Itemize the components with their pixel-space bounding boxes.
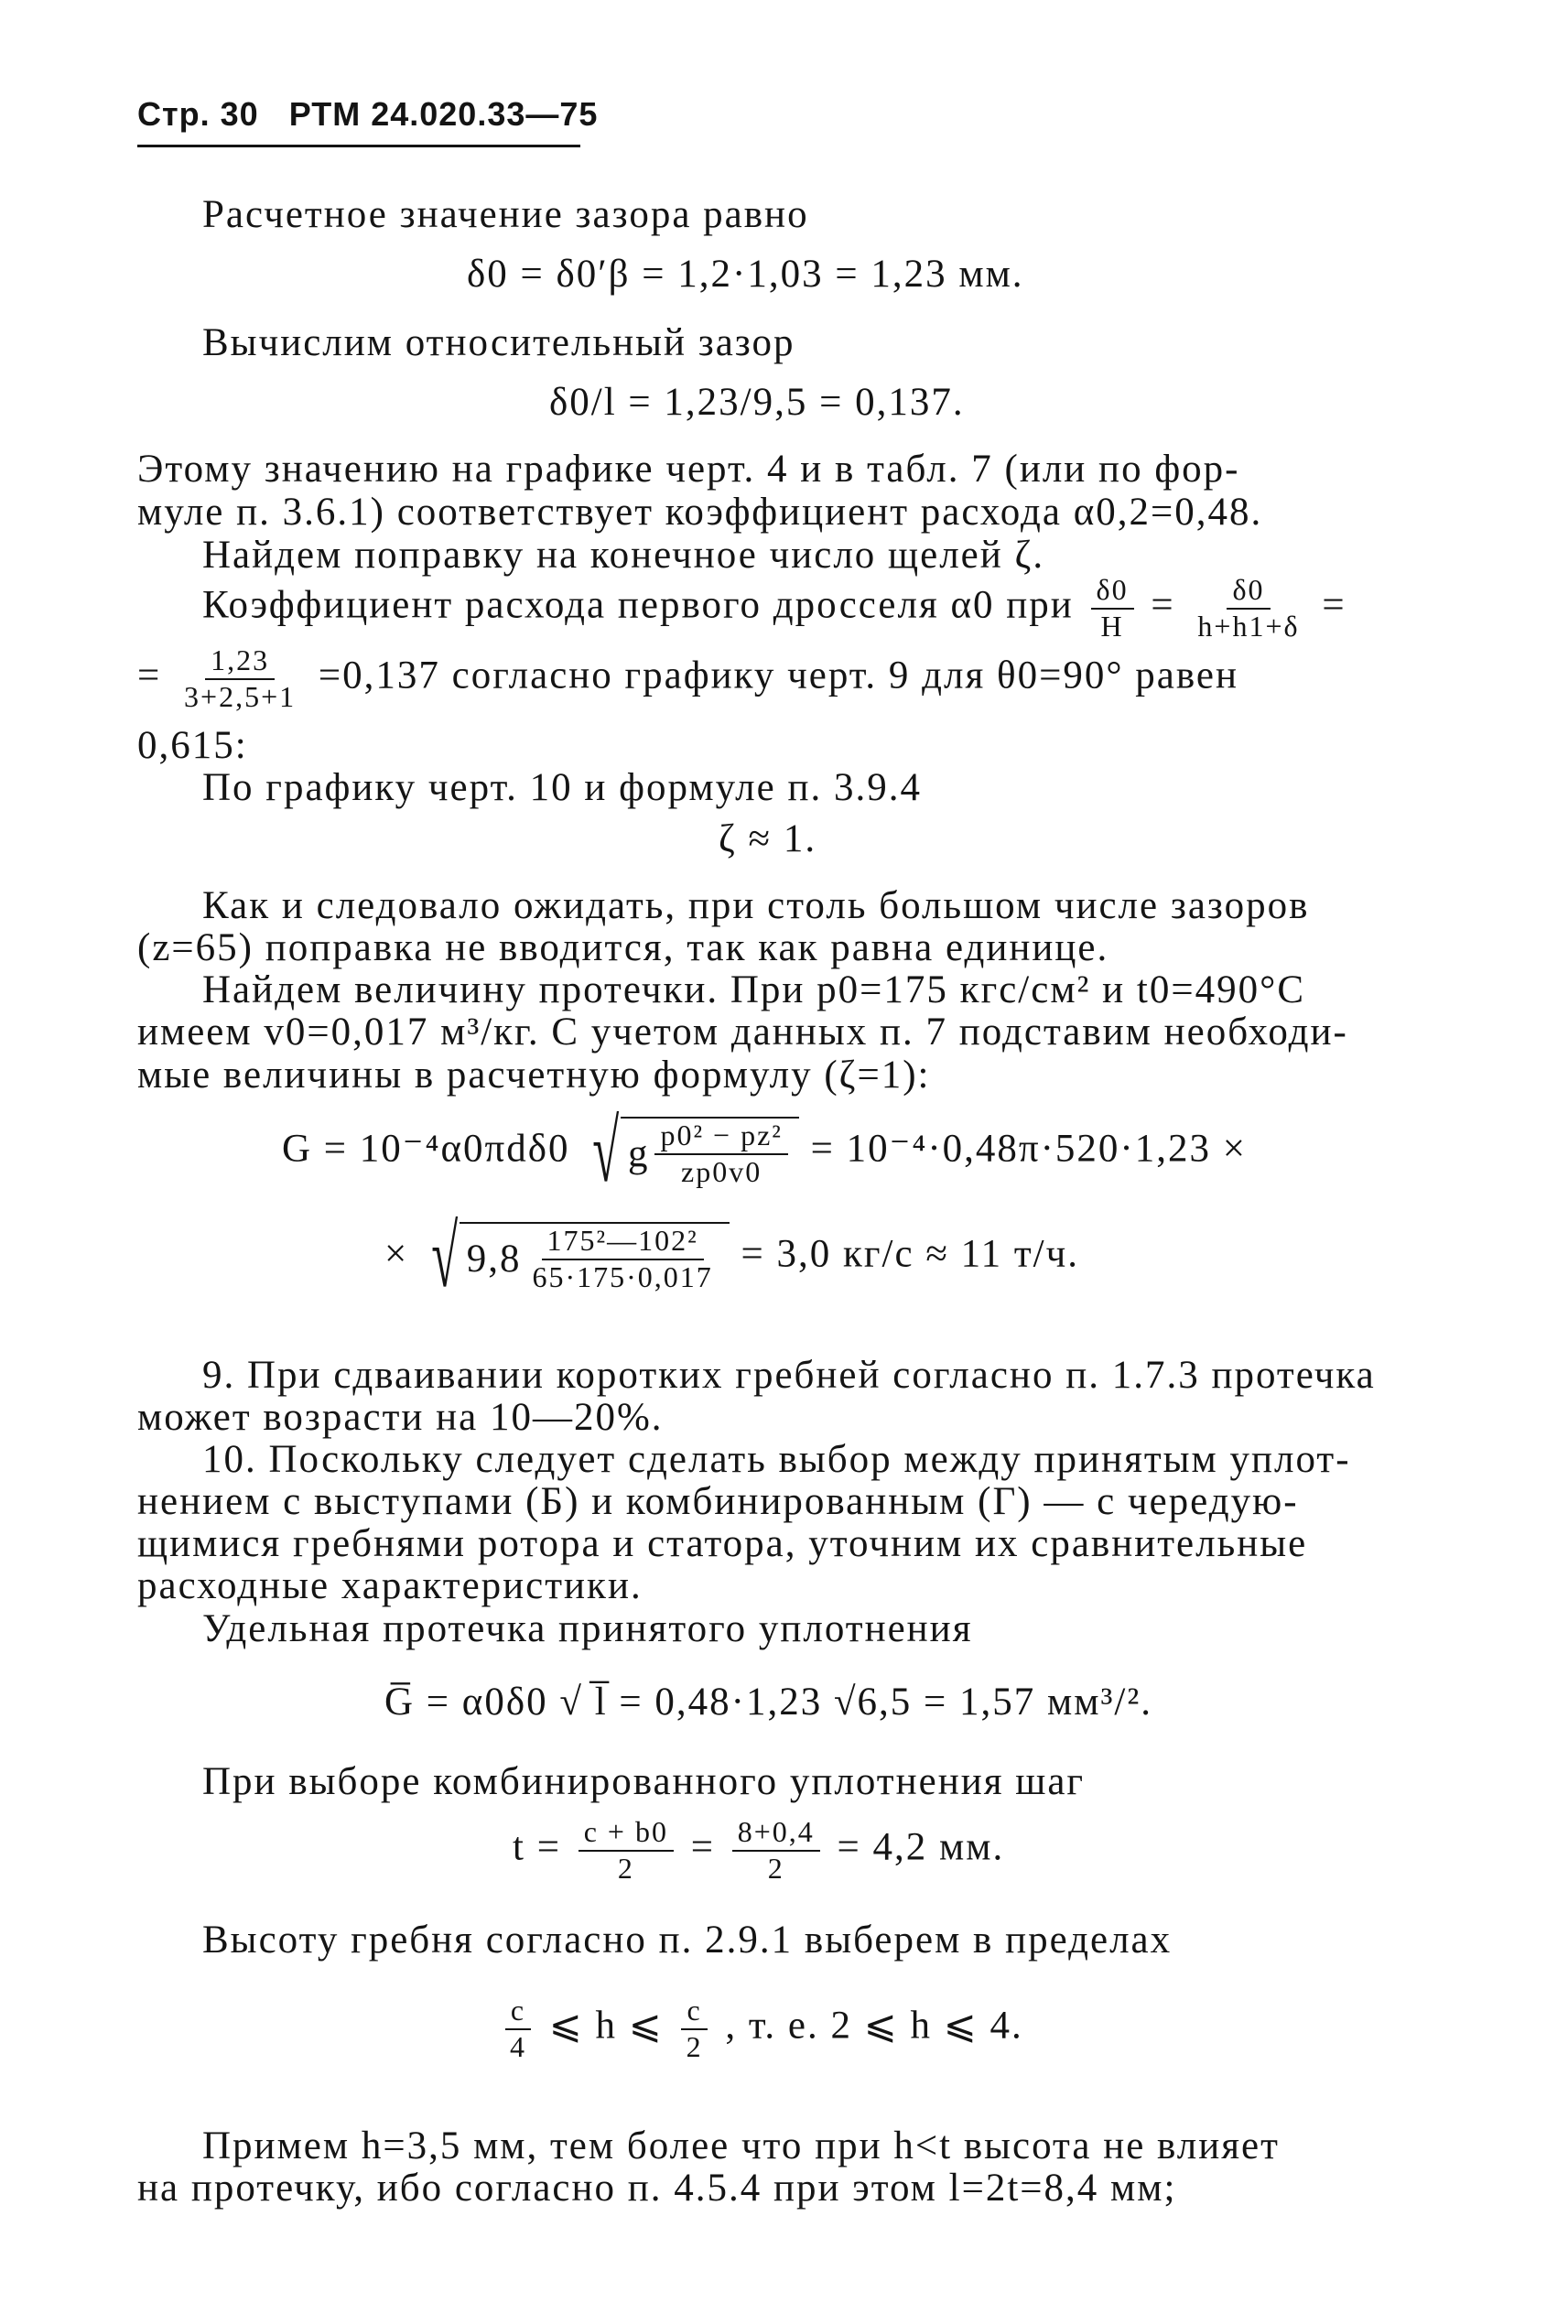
- fraction-denominator: 2: [617, 1851, 634, 1885]
- text-fragment: =0,137 согласно графику черт. 9 для θ0=90° равен: [318, 654, 1239, 697]
- fraction-denominator: 3+2,5+1: [184, 679, 297, 713]
- text-line: 0,615:: [137, 724, 248, 767]
- formula-left-side: G = 10⁻⁴α0πdδ0: [282, 1127, 570, 1171]
- multiply-sign: ×: [384, 1232, 409, 1276]
- fraction-denominator: 2: [767, 1851, 784, 1885]
- text-line: (z=65) поправка не вводится, так как равна единице.: [137, 926, 1109, 969]
- formula-right-side: = 10⁻⁴·0,48π·520·1,23 ×: [810, 1127, 1247, 1171]
- page-header: [137, 95, 599, 134]
- fraction-pitch: [579, 1817, 674, 1884]
- text-line: Расчетное значение зазора равно: [202, 193, 809, 236]
- formula-leakage: [282, 1102, 1247, 1201]
- text-line-content: Этому значению на графике черт. 4 и в табл. 7 (или по фор-: [137, 448, 1240, 491]
- text-line: При выборе комбинированного уплотнения шаг: [202, 1760, 1086, 1803]
- radicand: [621, 1117, 799, 1187]
- fraction-numerator: c + b0: [579, 1817, 674, 1852]
- text-line: 9. При сдваивании коротких гребней согласно п. 1.7.3 протечка: [202, 1354, 1376, 1397]
- fraction-quarter-c: [504, 1995, 532, 2062]
- text-line: расходные характеристики.: [137, 1564, 643, 1607]
- formula-pitch: [513, 1817, 1004, 1884]
- text-line: муле п. 3.6.1) соответствует коэффициент расхода α0,2=0,48.: [137, 491, 1263, 534]
- text-line: Найдем величину протечки. При p0=175 кгс/см² и t0=490°С: [202, 968, 1306, 1011]
- text-line: По графику черт. 10 и формуле п. 3.9.4: [202, 766, 922, 809]
- fraction-denominator: 2: [686, 2029, 703, 2063]
- text-line: на протечку, ибо согласно п. 4.5.4 при этом l=2t=8,4 мм;: [137, 2167, 1177, 2210]
- fraction-numeric: [526, 1226, 718, 1292]
- fraction-gap-over-H: [1091, 575, 1134, 642]
- equals-sign: =: [1151, 583, 1175, 627]
- fraction-numeric: [178, 645, 301, 712]
- text-fragment: Коэффициент расхода первого дросселя α0 при: [202, 583, 1074, 627]
- radicand: [460, 1222, 730, 1292]
- equals-sign: =: [690, 1825, 715, 1869]
- fraction-numerator: p0² − pz²: [654, 1120, 787, 1155]
- text-line: Как и следовало ожидать, при столь большом числе зазоров: [202, 884, 1310, 927]
- text-line: Найдем поправку на конечное число щелей ζ.: [202, 534, 1045, 577]
- text-line-with-fractions: [202, 575, 1346, 642]
- formula-gap-value: δ0 = δ0′β = 1,2·1,03 = 1,23 мм.: [467, 253, 1024, 296]
- text-line: щимися гребнями ротора и статора, уточним их сравнительные: [137, 1522, 1308, 1565]
- gravity-symbol: g: [627, 1132, 650, 1176]
- text-line: имеем v0=0,017 м³/кг. С учетом данных п. 7 подставим необходи-: [137, 1011, 1348, 1054]
- text-line: Примем h=3,5 мм, тем более что при h<t высота не влияет: [202, 2124, 1280, 2167]
- fraction-denominator: 65·175·0,017: [532, 1259, 713, 1293]
- formula-specific-leakage: G̅ = α0δ0 √ l̅ = 0,48·1,23 √6,5 = 1,57 мм³/².: [384, 1681, 1152, 1724]
- square-root: [420, 1207, 730, 1306]
- fraction-gap-over-height: [1192, 575, 1304, 642]
- text-line: Вычислим относительный зазор: [202, 321, 795, 364]
- page-number: Стр. 30: [137, 95, 259, 133]
- fraction-numerator: δ0: [1227, 575, 1270, 610]
- header-rule: [137, 145, 580, 147]
- formula-result: = 4,2 мм.: [837, 1825, 1005, 1869]
- formula-zeta: ζ ≈ 1.: [719, 817, 817, 860]
- text-line: может возрасти на 10—20%.: [137, 1396, 664, 1439]
- text-line: нением с выступами (Б) и комбинированным (Г) — с чередую-: [137, 1480, 1299, 1523]
- fraction-numerator: 8+0,4: [732, 1817, 820, 1852]
- fraction-numeric: [732, 1817, 820, 1884]
- formula-leakage-continued: [384, 1207, 1079, 1306]
- text-line-with-fractions: [137, 645, 1238, 712]
- equals-sign: =: [1322, 583, 1346, 627]
- fraction-numerator: c: [681, 1995, 707, 2030]
- fraction-numerator: 1,23: [205, 645, 275, 680]
- formula-result: = 3,0 кг/с ≈ 11 т/ч.: [741, 1232, 1079, 1276]
- text-line: Удельная протечка принятого уплотнения: [202, 1607, 973, 1650]
- fraction-denominator: zp0v0: [681, 1154, 762, 1188]
- fraction-denominator: H: [1100, 609, 1124, 643]
- radical-sign: √: [431, 1207, 460, 1306]
- equals-sign: =: [137, 654, 162, 697]
- document-code: РТМ 24.020.33—75: [288, 95, 599, 133]
- square-root: [581, 1102, 799, 1201]
- text-line: мые величины в расчетную формулу (ζ=1):: [137, 1054, 931, 1097]
- formula-left-side: t =: [513, 1825, 561, 1869]
- coefficient: 9,8: [466, 1238, 522, 1281]
- fraction-denominator: h+h1+δ: [1197, 609, 1300, 643]
- radical-sign: √: [592, 1102, 621, 1201]
- fraction-numerator: c: [505, 1995, 531, 2030]
- fraction-numerator: δ0: [1091, 575, 1134, 610]
- formula-height-range: [499, 1995, 1023, 2062]
- formula-result: , т. е. 2 ⩽ h ⩽ 4.: [725, 2004, 1023, 2048]
- text-line: Высоту гребня согласно п. 2.9.1 выберем в пределах: [202, 1919, 1173, 1962]
- fraction-pressure: [654, 1120, 787, 1187]
- fraction-denominator: 4: [510, 2029, 526, 2063]
- inequality: ⩽ h ⩽: [548, 2004, 664, 2048]
- text-line: [137, 447, 1423, 492]
- text-line: 10. Поскольку следует сделать выбор между принятым уплот-: [202, 1438, 1351, 1481]
- formula-relative-gap: δ0/l = 1,23/9,5 = 0,137.: [549, 381, 965, 424]
- fraction-half-c: [681, 1995, 708, 2062]
- fraction-numerator: 175²—102²: [542, 1226, 704, 1260]
